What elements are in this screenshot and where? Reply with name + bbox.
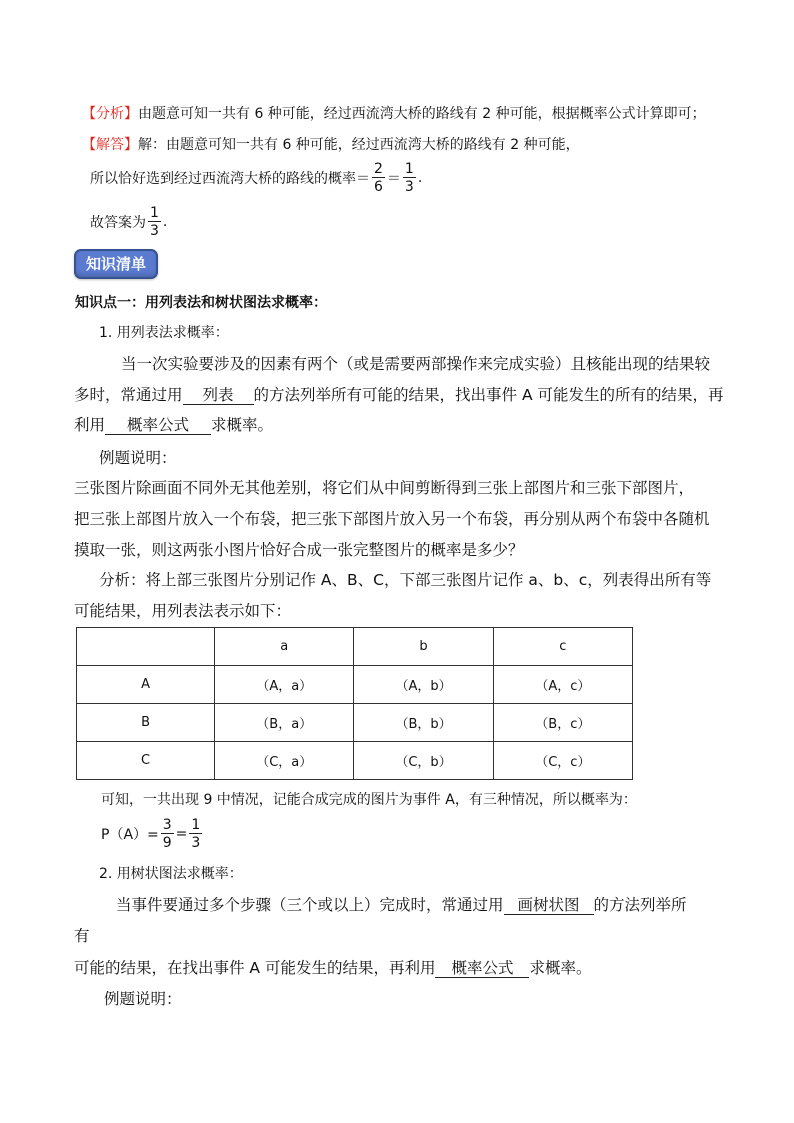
answer-text-3: 故答案为 [90, 215, 146, 231]
example-label: 例题说明： [99, 449, 177, 467]
fraction-2-6 [372, 162, 385, 194]
fill-blank-tree: 画树状图 [504, 897, 594, 915]
table-row [77, 704, 633, 742]
para2-text: 求概率。 [529, 959, 592, 977]
result-line: 可知，一共出现 9 中情况，记能合成完成的图片为事件 A，有三种情况，所以概率为： [101, 792, 637, 808]
example-line-2: 把三张上部图片放入一个布袋，把三张下部图片放入另一个布袋，再分别从两个布袋中各随机 [74, 510, 710, 528]
para1-line-3 [74, 413, 273, 435]
answer-text-2: 所以恰好选到经过西流湾大桥的路线的概率＝ [90, 171, 370, 187]
fraction-numerator: 2 [374, 161, 383, 177]
fraction-1-3 [403, 162, 416, 194]
equals-sign: ＝ [386, 171, 401, 187]
para1-line-2 [74, 383, 724, 405]
table-header-cell: b [354, 628, 493, 666]
probability-expression [101, 814, 204, 854]
table-cell: （A，a） [215, 666, 354, 704]
para2-line-3 [74, 956, 592, 978]
equals-sign: = [175, 826, 188, 842]
para2-line-1 [116, 893, 687, 915]
analysis2-line-2: 可能结果，用列表法表示如下： [74, 602, 292, 620]
analysis-tag: 【分析】 [82, 106, 138, 122]
fraction-numerator: 1 [150, 205, 159, 221]
fraction-numerator: 1 [191, 817, 201, 833]
table-cell: （C，b） [354, 742, 493, 780]
answer-line-2 [90, 158, 422, 198]
fill-blank-formula-2: 概率公式 [435, 960, 529, 978]
fraction-numerator: 3 [162, 817, 172, 833]
fraction-denominator: 3 [404, 179, 414, 195]
table-row [77, 666, 633, 704]
fraction-denominator: 3 [150, 223, 159, 239]
example-label-2: 例题说明： [104, 990, 182, 1008]
fill-blank-formula: 概率公式 [105, 417, 211, 435]
table-row [77, 742, 633, 780]
table-header-row [77, 628, 633, 666]
table-cell: （A，b） [354, 666, 493, 704]
fill-blank-list: 列表 [183, 387, 254, 405]
fraction-denominator: 6 [374, 179, 383, 195]
fraction-numerator: 1 [404, 161, 414, 177]
table-header-cell: a [215, 628, 354, 666]
period: . [162, 214, 168, 230]
fraction-1-3 [189, 818, 202, 850]
table-row-label: A [77, 666, 215, 704]
para2-text: 当事件要通过多个步骤（三个或以上）完成时，常通过用 [116, 896, 504, 914]
fraction-denominator: 9 [162, 835, 172, 851]
probability-label: P（A）= [101, 827, 159, 843]
table-cell: （C，c） [493, 742, 632, 780]
table-cell: （A，c） [493, 666, 632, 704]
table-header-cell: c [493, 628, 632, 666]
answer-text-1: 解：由题意可知一共有 6 种可能，经过西流湾大桥的路线有 2 种可能， [138, 137, 580, 153]
knowledge-list-badge: 知识清单 [74, 249, 158, 279]
para2-text: 可能的结果，在找出事件 A 可能发生的结果，再利用 [74, 959, 436, 977]
fraction-3-9 [161, 818, 174, 850]
point2-subheading: 2. 用树状图法求概率： [99, 866, 243, 882]
answer-line-3 [90, 202, 167, 242]
table-cell: （B，c） [493, 704, 632, 742]
period: . [417, 170, 423, 186]
answer-line-1 [82, 134, 580, 154]
table-cell [77, 628, 215, 666]
para2-text: 的方法列举所 [593, 896, 687, 914]
point1-heading: 知识点一：用列表法和树状图法求概率： [75, 295, 327, 311]
para1-line-1: 当一次实验要涉及的因素有两个（或是需要两部操作来完成实验）且核能出现的结果较 [121, 355, 711, 373]
para1-text: 的方法列举所有可能的结果，找出事件 A 可能发生的所有的结果，再 [253, 386, 724, 404]
para2-line-2: 有 [74, 927, 90, 945]
table-row-label: B [77, 704, 215, 742]
table-row-label: C [77, 742, 215, 780]
fraction-denominator: 3 [191, 835, 201, 851]
analysis2-line-1: 分析：将上部三张图片分别记作 A、B、C，下部三张图片记作 a、b、c，列表得出所有等 [99, 571, 712, 589]
table-cell: （B，a） [215, 704, 354, 742]
answer-tag: 【解答】 [82, 137, 138, 153]
table-cell: （C，a） [215, 742, 354, 780]
outcome-table [76, 627, 633, 780]
example-line-3: 摸取一张，则这两张小图片恰好合成一张完整图片的概率是多少？ [74, 541, 524, 559]
analysis-line [82, 103, 706, 123]
para1-text: 利用 [74, 416, 106, 434]
para1-text: 求概率。 [211, 416, 274, 434]
para1-text: 多时，常通过用 [74, 386, 183, 404]
example-line-1: 三张图片除画面不同外无其他差别，将它们从中间剪断得到三张上部图片和三张下部图片， [74, 479, 695, 497]
table-cell: （B，b） [354, 704, 493, 742]
point1-subheading: 1. 用列表法求概率： [99, 325, 229, 341]
analysis-text: 由题意可知一共有 6 种可能，经过西流湾大桥的路线有 2 种可能，根据概率公式计算即可； [138, 106, 706, 122]
fraction-answer [148, 206, 161, 238]
